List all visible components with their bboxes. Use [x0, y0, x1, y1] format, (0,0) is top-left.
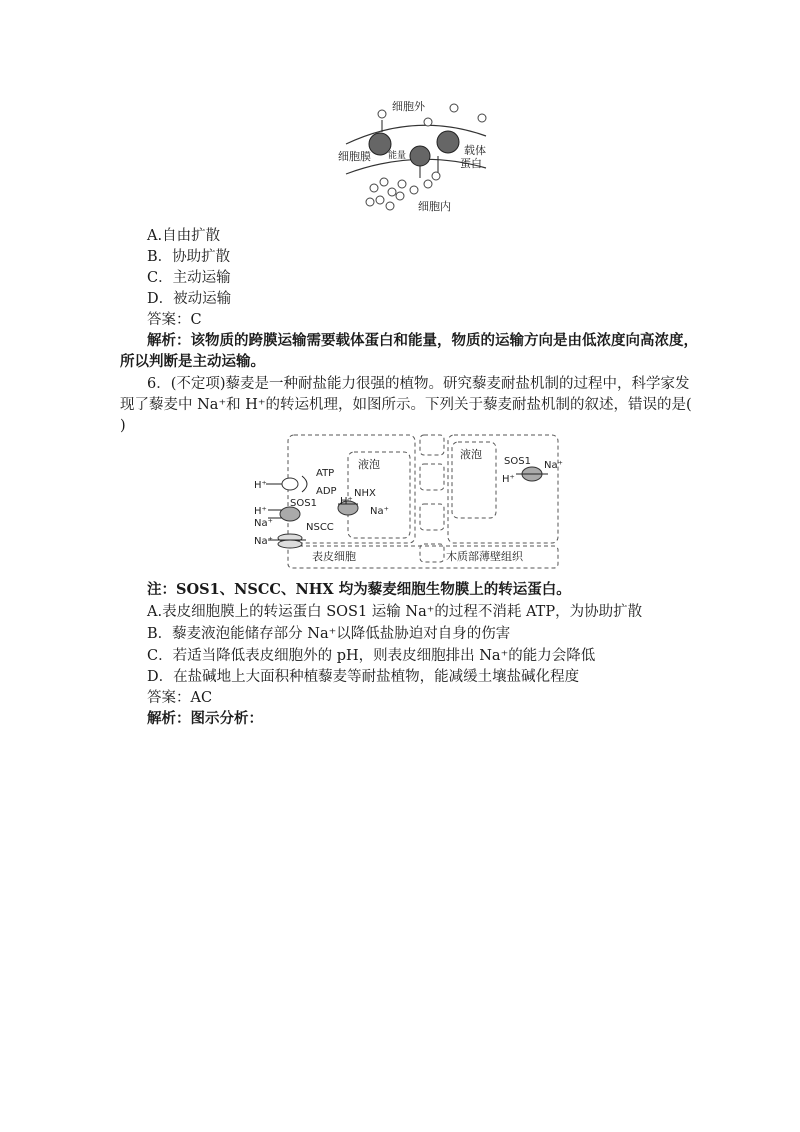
label-atp: ATP [316, 468, 335, 479]
middle-cell-top [420, 435, 444, 455]
molecule-inside [366, 198, 374, 206]
molecule-inside [386, 202, 394, 210]
nscc-channel [278, 540, 302, 548]
label-epidermis: 表皮细胞 [312, 550, 356, 563]
q5-analysis-1: 解析：该物质的跨膜运输需要载体蛋白和能量，物质的运输方向是由低浓度向高浓度， [147, 332, 698, 349]
label-outside: 细胞外 [392, 100, 425, 113]
q6-stem-3: ) [120, 418, 126, 434]
label-carrier-1: 载体 [464, 144, 486, 157]
label-na4: Na⁺ [544, 460, 563, 471]
middle-cell-1 [420, 464, 444, 490]
label-h2: H⁺ [254, 506, 267, 517]
carrier-protein [437, 131, 459, 153]
q5-option-c: C．主动运输 [147, 270, 231, 286]
q6-option-c: C．若适当降低表皮细胞外的 pH，则表皮细胞排出 Na⁺的能力会降低 [147, 648, 596, 664]
sos1-left [280, 507, 300, 521]
q6-option-d: D．在盐碱地上大面积种植藜麦等耐盐植物，能减缓土壤盐碱化程度 [147, 669, 580, 685]
q5-option-b: B．协助扩散 [147, 249, 231, 265]
molecule-inside [370, 184, 378, 192]
label-vacuole-right: 液泡 [460, 448, 482, 461]
atp-pump [282, 478, 298, 490]
label-h3: H⁺ [340, 496, 353, 507]
label-sos1-right: SOS1 [504, 456, 531, 467]
label-h4: H⁺ [502, 474, 515, 485]
q6-analysis: 解析：图示分析： [147, 710, 263, 727]
middle-cell-2 [420, 504, 444, 530]
label-na3: Na⁺ [370, 506, 389, 517]
molecule-inside [380, 178, 388, 186]
molecule-inside [410, 186, 418, 194]
q6-stem-2: 现了藜麦中 Na⁺和 H⁺的转运机理，如图所示。下列关于藜麦耐盐机制的叙述，错误的是( [120, 397, 692, 413]
molecule-outside [378, 110, 386, 118]
molecule-inside [396, 192, 404, 200]
label-sos1-left: SOS1 [290, 498, 317, 509]
label-adp: ADP [316, 486, 337, 497]
middle-cell-bottom [420, 544, 444, 562]
molecule-outside [424, 118, 432, 126]
molecule-outside [450, 104, 458, 112]
label-h1: H⁺ [254, 480, 267, 491]
q6-note: 注：SOS1、NSCC、NHX 均为藜麦细胞生物膜上的转运蛋白。 [147, 581, 571, 598]
label-vacuole-left: 液泡 [358, 458, 380, 471]
quinoa-salt-tolerance-diagram [250, 432, 563, 572]
label-membrane: 细胞膜 [338, 150, 371, 163]
q6-stem-1: 6．(不定项)藜麦是一种耐盐能力很强的植物。研究藜麦耐盐机制的过程中，科学家发 [147, 376, 690, 392]
molecule-inside [388, 188, 396, 196]
molecule-inside [432, 172, 440, 180]
label-na1: Na⁺ [254, 518, 273, 529]
q6-answer: 答案：AC [147, 690, 213, 706]
q5-analysis-2: 所以判断是主动运输。 [120, 353, 265, 370]
label-nhx: NHX [354, 488, 376, 499]
label-carrier-2: 蛋白 [460, 157, 482, 170]
q5-option-d: D．被动运输 [147, 291, 232, 307]
molecule-outside [478, 114, 486, 122]
molecule-inside [424, 180, 432, 188]
membrane-outer-line [346, 125, 486, 144]
q5-answer: 答案：C [147, 312, 202, 328]
label-na2: Na⁺ [254, 536, 273, 547]
carrier-protein [410, 146, 430, 166]
label-inside: 细胞内 [418, 200, 451, 213]
q5-option-a: A.自由扩散 [147, 228, 221, 244]
label-nscc: NSCC [306, 522, 334, 533]
q6-option-a: A.表皮细胞膜上的转运蛋白 SOS1 运输 Na⁺的过程不消耗 ATP，为协助扩散 [147, 604, 643, 620]
label-xylem: 木质部薄壁组织 [446, 550, 523, 563]
label-energy: 能量 [388, 151, 407, 161]
molecule-inside [398, 180, 406, 188]
molecule-inside [376, 196, 384, 204]
active-transport-diagram [336, 96, 496, 216]
atp-arrow [302, 476, 307, 492]
q6-option-b: B．藜麦液泡能储存部分 Na⁺以降低盐胁迫对自身的伤害 [147, 626, 511, 642]
